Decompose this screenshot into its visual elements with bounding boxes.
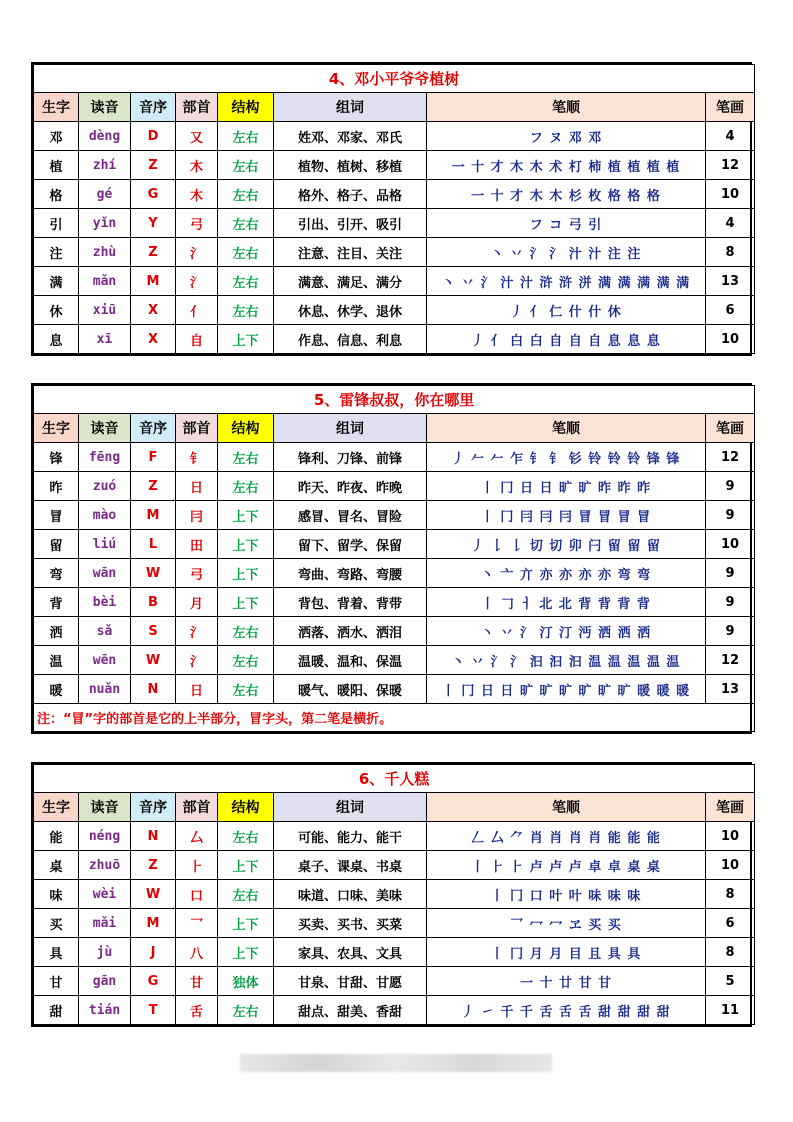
cell-char: 桌 <box>34 851 79 880</box>
cell-pinyin: zhí <box>79 151 131 180</box>
cell-char: 昨 <box>34 472 79 501</box>
cell-words: 锋利、刀锋、前锋 <box>274 443 427 472</box>
lesson-5-table <box>31 383 752 734</box>
cell-order: Y <box>131 209 176 238</box>
cell-strokes: 丶 丷 氵 氵 汩 汩 汩 温 温 温 温 温 <box>427 646 706 675</box>
lesson-title: 4、邓小平爷爷植树 <box>34 65 755 93</box>
cell-radical: 乛 <box>176 909 218 938</box>
table-row <box>34 238 755 267</box>
table-row <box>34 151 755 180</box>
cell-count: 11 <box>706 996 755 1025</box>
cell-order: G <box>131 180 176 209</box>
cell-structure: 左右 <box>218 880 274 909</box>
table-row <box>34 909 755 938</box>
cell-char: 息 <box>34 325 79 354</box>
cell-count: 6 <box>706 296 755 325</box>
header-strokes: 笔顺 <box>427 793 706 822</box>
cell-structure: 左右 <box>218 996 274 1025</box>
cell-radical: 钅 <box>176 443 218 472</box>
lesson-4-table <box>31 62 752 356</box>
table-row <box>34 559 755 588</box>
cell-char: 满 <box>34 267 79 296</box>
cell-words: 背包、背着、背带 <box>274 588 427 617</box>
header-order: 音序 <box>131 793 176 822</box>
cell-pinyin: néng <box>79 822 131 851</box>
cell-order: J <box>131 938 176 967</box>
cell-words: 作息、信息、利息 <box>274 325 427 354</box>
table-row <box>34 443 755 472</box>
cell-order: F <box>131 443 176 472</box>
cell-radical: 口 <box>176 880 218 909</box>
cell-order: W <box>131 646 176 675</box>
cell-char: 洒 <box>34 617 79 646</box>
cell-radical: 氵 <box>176 646 218 675</box>
cell-radical: ⺊ <box>176 851 218 880</box>
cell-order: M <box>131 909 176 938</box>
cell-words: 买卖、买书、买菜 <box>274 909 427 938</box>
cell-radical: 日 <box>176 472 218 501</box>
header-words: 组词 <box>274 793 427 822</box>
cell-words: 引出、引开、吸引 <box>274 209 427 238</box>
table-row <box>34 938 755 967</box>
cell-count: 12 <box>706 646 755 675</box>
cell-words: 格外、格子、品格 <box>274 180 427 209</box>
cell-pinyin: zhuō <box>79 851 131 880</box>
cell-count: 9 <box>706 559 755 588</box>
table-row <box>34 325 755 354</box>
table-row <box>34 646 755 675</box>
cell-order: W <box>131 559 176 588</box>
table-row <box>34 530 755 559</box>
header-order: 音序 <box>131 93 176 122</box>
cell-char: 温 <box>34 646 79 675</box>
cell-order: T <box>131 996 176 1025</box>
cell-order: M <box>131 267 176 296</box>
cell-radical: 冃 <box>176 501 218 530</box>
header-radical: 部首 <box>176 93 218 122</box>
cell-char: 冒 <box>34 501 79 530</box>
cell-count: 13 <box>706 675 755 704</box>
cell-strokes: 丶 亠 亣 亦 亦 亦 亦 弯 弯 <box>427 559 706 588</box>
cell-order: N <box>131 675 176 704</box>
cell-structure: 上下 <box>218 938 274 967</box>
cell-radical: 氵 <box>176 238 218 267</box>
cell-strokes: 丿 𠂉 𠂉 乍 钅 钅 钐 铃 铃 铃 锋 锋 <box>427 443 706 472</box>
cell-strokes: 丿 𠄌 𠄌 切 切 卯 闩 留 留 留 <box>427 530 706 559</box>
cell-radical: 甘 <box>176 967 218 996</box>
table-row <box>34 296 755 325</box>
cell-radical: 又 <box>176 122 218 151</box>
blurred-watermark <box>240 1054 552 1072</box>
header-pinyin: 读音 <box>79 793 131 822</box>
cell-strokes: 丨 冂 冃 冃 冃 冒 冒 冒 冒 <box>427 501 706 530</box>
lesson-note: 注：“冒”字的部首是它的上半部分，冒字头，第二笔是横折。 <box>34 704 755 732</box>
cell-char: 引 <box>34 209 79 238</box>
cell-strokes: 丿 亻 白 白 自 自 自 息 息 息 <box>427 325 706 354</box>
cell-order: X <box>131 296 176 325</box>
table-row <box>34 880 755 909</box>
header-count: 笔画 <box>706 414 755 443</box>
header-row <box>34 414 755 443</box>
cell-char: 弯 <box>34 559 79 588</box>
cell-structure: 上下 <box>218 851 274 880</box>
cell-char: 味 <box>34 880 79 909</box>
cell-words: 植物、植树、移植 <box>274 151 427 180</box>
cell-count: 13 <box>706 267 755 296</box>
cell-words: 姓邓、邓家、邓氏 <box>274 122 427 151</box>
cell-order: L <box>131 530 176 559</box>
cell-count: 12 <box>706 151 755 180</box>
header-words: 组词 <box>274 414 427 443</box>
cell-structure: 左右 <box>218 822 274 851</box>
cell-words: 感冒、冒名、冒险 <box>274 501 427 530</box>
cell-structure: 左右 <box>218 180 274 209</box>
cell-count: 8 <box>706 880 755 909</box>
cell-words: 昨天、昨夜、昨晚 <box>274 472 427 501</box>
cell-structure: 左右 <box>218 675 274 704</box>
cell-strokes: 丨 冂 日 日 旷 旷 旷 旷 旷 旷 暖 暖 暖 <box>427 675 706 704</box>
cell-words: 味道、口味、美味 <box>274 880 427 909</box>
cell-strokes: 丶 丷 氵 氵 汁 汁 注 注 <box>427 238 706 267</box>
cell-strokes: フ ヌ 邓 邓 <box>427 122 706 151</box>
cell-count: 5 <box>706 967 755 996</box>
header-count: 笔画 <box>706 793 755 822</box>
cell-radical: 月 <box>176 588 218 617</box>
cell-strokes: 丿 ㇀ 千 千 舌 舌 舌 甜 甜 甜 甜 <box>427 996 706 1025</box>
cell-strokes: 丨 𠃌 ㅓ 北 北 背 背 背 背 <box>427 588 706 617</box>
cell-order: X <box>131 325 176 354</box>
table-row <box>34 967 755 996</box>
cell-pinyin: gān <box>79 967 131 996</box>
header-count: 笔画 <box>706 93 755 122</box>
cell-pinyin: gé <box>79 180 131 209</box>
cell-structure: 上下 <box>218 530 274 559</box>
cell-char: 背 <box>34 588 79 617</box>
cell-count: 9 <box>706 472 755 501</box>
cell-char: 甘 <box>34 967 79 996</box>
cell-radical: 厶 <box>176 822 218 851</box>
cell-strokes: 一 十 才 木 木 杉 枚 格 格 格 <box>427 180 706 209</box>
cell-structure: 左右 <box>218 238 274 267</box>
cell-pinyin: mào <box>79 501 131 530</box>
cell-pinyin: xiū <box>79 296 131 325</box>
cell-words: 弯曲、弯路、弯腰 <box>274 559 427 588</box>
table-row <box>34 180 755 209</box>
cell-radical: 亻 <box>176 296 218 325</box>
cell-pinyin: wèi <box>79 880 131 909</box>
cell-pinyin: wēn <box>79 646 131 675</box>
cell-pinyin: zhù <box>79 238 131 267</box>
cell-strokes: 一 十 才 木 木 术 朾 柿 植 植 植 植 <box>427 151 706 180</box>
cell-char: 锋 <box>34 443 79 472</box>
header-words: 组词 <box>274 93 427 122</box>
cell-char: 具 <box>34 938 79 967</box>
cell-order: G <box>131 967 176 996</box>
table-row <box>34 617 755 646</box>
cell-count: 10 <box>706 530 755 559</box>
cell-pinyin: bèi <box>79 588 131 617</box>
cell-pinyin: zuó <box>79 472 131 501</box>
header-char: 生字 <box>34 93 79 122</box>
cell-structure: 左右 <box>218 617 274 646</box>
cell-structure: 左右 <box>218 472 274 501</box>
cell-count: 10 <box>706 851 755 880</box>
cell-strokes: 乛 冖 冖 ヱ 买 买 <box>427 909 706 938</box>
cell-structure: 左右 <box>218 646 274 675</box>
cell-pinyin: fēng <box>79 443 131 472</box>
cell-strokes: 丨 冂 月 月 目 且 具 具 <box>427 938 706 967</box>
cell-order: S <box>131 617 176 646</box>
table-row <box>34 588 755 617</box>
header-row <box>34 93 755 122</box>
table-row <box>34 822 755 851</box>
cell-radical: 弓 <box>176 559 218 588</box>
cell-structure: 左右 <box>218 151 274 180</box>
cell-count: 6 <box>706 909 755 938</box>
cell-pinyin: tián <box>79 996 131 1025</box>
cell-order: Z <box>131 851 176 880</box>
cell-pinyin: nuǎn <box>79 675 131 704</box>
cell-structure: 上下 <box>218 588 274 617</box>
table-row <box>34 501 755 530</box>
header-structure: 结构 <box>218 93 274 122</box>
cell-pinyin: mǎn <box>79 267 131 296</box>
cell-count: 8 <box>706 938 755 967</box>
cell-char: 植 <box>34 151 79 180</box>
header-order: 音序 <box>131 414 176 443</box>
lesson-rows <box>34 822 755 1025</box>
table-row <box>34 209 755 238</box>
cell-strokes: 丨 ⺊ ⺊ 卢 卢 卢 卓 卓 桌 桌 <box>427 851 706 880</box>
cell-structure: 独体 <box>218 967 274 996</box>
cell-strokes: 丶 丷 氵 汀 汀 沔 洒 洒 洒 <box>427 617 706 646</box>
cell-strokes: 丨 冂 日 日 旷 旷 昨 昨 昨 <box>427 472 706 501</box>
cell-count: 9 <box>706 588 755 617</box>
cell-radical: 自 <box>176 325 218 354</box>
cell-order: B <box>131 588 176 617</box>
cell-radical: 田 <box>176 530 218 559</box>
cell-char: 甜 <box>34 996 79 1025</box>
cell-pinyin: yǐn <box>79 209 131 238</box>
cell-count: 9 <box>706 617 755 646</box>
cell-words: 甘泉、甘甜、甘愿 <box>274 967 427 996</box>
cell-structure: 上下 <box>218 909 274 938</box>
cell-words: 留下、留学、保留 <box>274 530 427 559</box>
cell-pinyin: liú <box>79 530 131 559</box>
header-row <box>34 793 755 822</box>
lesson-6-table <box>31 762 752 1027</box>
cell-strokes: フ コ 弓 引 <box>427 209 706 238</box>
cell-words: 可能、能力、能干 <box>274 822 427 851</box>
cell-strokes: 丨 冂 口 叶 叶 味 味 味 <box>427 880 706 909</box>
header-strokes: 笔顺 <box>427 93 706 122</box>
cell-strokes: 一 十 廿 甘 甘 <box>427 967 706 996</box>
cell-pinyin: xī <box>79 325 131 354</box>
cell-pinyin: wān <box>79 559 131 588</box>
cell-pinyin: mǎi <box>79 909 131 938</box>
cell-words: 暖气、暖阳、保暖 <box>274 675 427 704</box>
header-pinyin: 读音 <box>79 93 131 122</box>
cell-radical: 木 <box>176 151 218 180</box>
cell-radical: 八 <box>176 938 218 967</box>
cell-count: 10 <box>706 325 755 354</box>
cell-structure: 左右 <box>218 296 274 325</box>
header-pinyin: 读音 <box>79 414 131 443</box>
header-strokes: 笔顺 <box>427 414 706 443</box>
cell-char: 休 <box>34 296 79 325</box>
cell-words: 桌子、课桌、书桌 <box>274 851 427 880</box>
cell-char: 格 <box>34 180 79 209</box>
cell-structure: 左右 <box>218 209 274 238</box>
table-row <box>34 122 755 151</box>
cell-structure: 上下 <box>218 559 274 588</box>
cell-words: 注意、注目、关注 <box>274 238 427 267</box>
cell-pinyin: jù <box>79 938 131 967</box>
lesson-title: 6、千人糕 <box>34 765 755 793</box>
lesson-title: 5、雷锋叔叔，你在哪里 <box>34 386 755 414</box>
cell-order: D <box>131 122 176 151</box>
header-char: 生字 <box>34 793 79 822</box>
cell-strokes: 丿 亻 仁 什 什 休 <box>427 296 706 325</box>
lesson-rows <box>34 443 755 704</box>
cell-char: 留 <box>34 530 79 559</box>
table-row <box>34 851 755 880</box>
cell-count: 4 <box>706 209 755 238</box>
cell-order: Z <box>131 238 176 267</box>
cell-strokes: 𠃋 厶 ⺈ 肖 肖 肖 肖 能 能 能 <box>427 822 706 851</box>
cell-count: 8 <box>706 238 755 267</box>
table-row <box>34 267 755 296</box>
cell-order: Z <box>131 472 176 501</box>
table-row <box>34 472 755 501</box>
header-char: 生字 <box>34 414 79 443</box>
cell-radical: 舌 <box>176 996 218 1025</box>
lesson-rows <box>34 122 755 354</box>
cell-radical: 氵 <box>176 267 218 296</box>
cell-strokes: 丶 丷 氵 汁 汁 浒 浒 洴 满 满 满 满 满 <box>427 267 706 296</box>
cell-order: Z <box>131 151 176 180</box>
cell-order: M <box>131 501 176 530</box>
header-structure: 结构 <box>218 793 274 822</box>
cell-count: 10 <box>706 180 755 209</box>
cell-structure: 左右 <box>218 443 274 472</box>
cell-words: 家具、农具、文具 <box>274 938 427 967</box>
cell-char: 买 <box>34 909 79 938</box>
header-radical: 部首 <box>176 414 218 443</box>
header-structure: 结构 <box>218 414 274 443</box>
cell-words: 休息、休学、退休 <box>274 296 427 325</box>
cell-count: 12 <box>706 443 755 472</box>
cell-pinyin: sǎ <box>79 617 131 646</box>
cell-structure: 左右 <box>218 122 274 151</box>
cell-char: 能 <box>34 822 79 851</box>
cell-structure: 上下 <box>218 501 274 530</box>
table-row <box>34 996 755 1025</box>
cell-radical: 日 <box>176 675 218 704</box>
cell-radical: 弓 <box>176 209 218 238</box>
cell-words: 甜点、甜美、香甜 <box>274 996 427 1025</box>
cell-radical: 木 <box>176 180 218 209</box>
cell-char: 注 <box>34 238 79 267</box>
cell-count: 10 <box>706 822 755 851</box>
cell-words: 洒落、洒水、洒泪 <box>274 617 427 646</box>
cell-count: 9 <box>706 501 755 530</box>
cell-pinyin: dèng <box>79 122 131 151</box>
cell-order: N <box>131 822 176 851</box>
cell-order: W <box>131 880 176 909</box>
cell-words: 满意、满足、满分 <box>274 267 427 296</box>
cell-count: 4 <box>706 122 755 151</box>
cell-char: 邓 <box>34 122 79 151</box>
cell-structure: 上下 <box>218 325 274 354</box>
cell-char: 暖 <box>34 675 79 704</box>
header-radical: 部首 <box>176 793 218 822</box>
table-row <box>34 675 755 704</box>
cell-words: 温暖、温和、保温 <box>274 646 427 675</box>
cell-radical: 氵 <box>176 617 218 646</box>
cell-structure: 左右 <box>218 267 274 296</box>
